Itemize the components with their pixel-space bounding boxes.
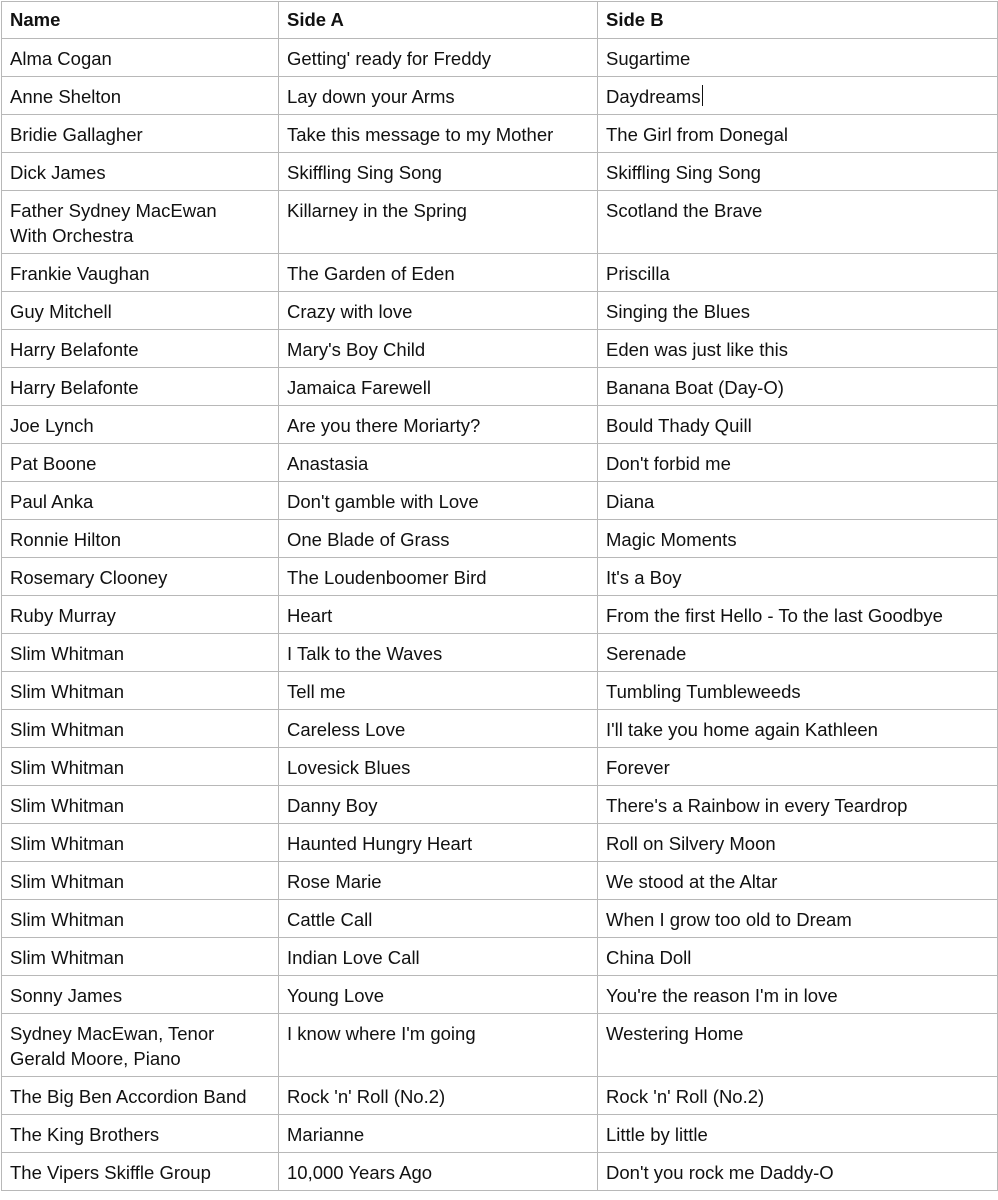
cell-side-a[interactable] [279,406,598,444]
table-row [2,77,998,115]
header-side-b[interactable]: Side B [598,2,998,39]
cell-side-a[interactable] [279,1153,598,1191]
cell-side-b[interactable] [598,672,998,710]
cell-side-a[interactable] [279,976,598,1014]
cell-name-text: Harry Belafonte [10,339,139,360]
cell-side-a[interactable] [279,710,598,748]
cell-side-a-text: Take this message to my Mother [287,124,554,145]
cell-name-text: Slim Whitman [10,871,125,892]
cell-name[interactable] [2,330,279,368]
cell-side-a[interactable] [279,824,598,862]
cell-side-a-text: Haunted Hungry Heart [287,833,473,854]
cell-side-b[interactable] [598,520,998,558]
cell-name[interactable] [2,153,279,191]
header-row [2,2,998,39]
cell-side-a[interactable] [279,900,598,938]
cell-name-text: Sonny James [10,985,123,1006]
cell-name[interactable] [2,748,279,786]
cell-name-text: Slim Whitman [10,719,125,740]
cell-side-a[interactable] [279,938,598,976]
cell-side-b-text: Daydreams [606,86,701,107]
cell-side-a-text: Getting' ready for Freddy [287,48,492,69]
cell-name-text: Anne Shelton [10,86,122,107]
cell-side-a-text: Indian Love Call [287,947,420,968]
cell-side-a[interactable] [279,39,598,77]
table-row [2,862,998,900]
cell-side-a-text: Don't gamble with Love [287,491,479,512]
cell-name-text: The Big Ben Accordion Band [10,1086,247,1107]
cell-name-text: The Vipers Skiffle Group [10,1162,211,1183]
cell-name-text: Alma Cogan [10,48,112,69]
cell-name[interactable] [2,862,279,900]
cell-side-b-text: Singing the Blues [606,301,750,322]
text-cursor [702,85,703,106]
cell-name-text: Pat Boone [10,453,97,474]
cell-side-b[interactable] [598,824,998,862]
cell-side-b[interactable] [598,1153,998,1191]
cell-side-a-text: Lay down your Arms [287,86,455,107]
cell-name[interactable] [2,406,279,444]
cell-side-b-text: Don't forbid me [606,453,731,474]
cell-side-a[interactable] [279,191,598,254]
cell-name[interactable] [2,77,279,115]
cell-side-b-text: Eden was just like this [606,339,789,360]
cell-name-text: Paul Anka [10,491,94,512]
cell-side-b-text: We stood at the Altar [606,871,778,892]
cell-side-b[interactable] [598,292,998,330]
cell-side-b[interactable] [598,748,998,786]
cell-side-b-text: Magic Moments [606,529,737,550]
cell-name[interactable] [2,938,279,976]
cell-side-a-text: Lovesick Blues [287,757,411,778]
cell-name-text: Bridie Gallagher [10,124,143,145]
cell-side-b[interactable] [598,368,998,406]
cell-side-b-text: The Girl from Donegal [606,124,788,145]
table-row [2,900,998,938]
table-row [2,292,998,330]
cell-side-b[interactable] [598,1014,998,1077]
cell-side-b-text: Diana [606,491,655,512]
table-row [2,976,998,1014]
cell-name[interactable] [2,900,279,938]
cell-name[interactable] [2,596,279,634]
cell-name-line: With Orchestra [10,225,134,246]
cell-side-b-text: Tumbling Tumbleweeds [606,681,801,702]
cell-side-b[interactable] [598,976,998,1014]
cell-side-b[interactable] [598,596,998,634]
cell-side-b-text: I'll take you home again Kathleen [606,719,878,740]
cell-side-a-text: Skiffling Sing Song [287,162,442,183]
cell-name-line: Sydney MacEwan, Tenor [10,1023,215,1044]
cell-side-b[interactable] [598,1077,998,1115]
cell-side-a[interactable] [279,1014,598,1077]
cell-side-b-text: Skiffling Sing Song [606,162,761,183]
cell-side-a[interactable] [279,786,598,824]
table-row [2,153,998,191]
table-row [2,330,998,368]
cell-side-a[interactable] [279,672,598,710]
cell-name-text: Joe Lynch [10,415,94,436]
table-row [2,596,998,634]
cell-side-a[interactable] [279,444,598,482]
table-row [2,368,998,406]
cell-side-b[interactable] [598,191,998,254]
cell-side-a[interactable] [279,748,598,786]
cell-side-a-text: Rose Marie [287,871,382,892]
cell-name[interactable] [2,115,279,153]
cell-side-b-text: You're the reason I'm in love [606,985,838,1006]
cell-side-a-text: Careless Love [287,719,406,740]
cell-side-b[interactable] [598,862,998,900]
cell-name[interactable] [2,1115,279,1153]
table-row [2,406,998,444]
cell-name-text: The King Brothers [10,1124,160,1145]
cell-side-a[interactable] [279,862,598,900]
cell-side-b[interactable] [598,938,998,976]
cell-name-line: Father Sydney MacEwan [10,200,217,221]
cell-side-a-text: Heart [287,605,333,626]
cell-side-b[interactable] [598,444,998,482]
cell-name[interactable] [2,976,279,1014]
cell-name[interactable] [2,1153,279,1191]
cell-side-b[interactable] [598,786,998,824]
cell-name-text: Dick James [10,162,106,183]
cell-name[interactable] [2,444,279,482]
table-row [2,748,998,786]
cell-side-a-text: Marianne [287,1124,365,1145]
cell-name-text: Frankie Vaughan [10,263,150,284]
cell-side-a-text: Cattle Call [287,909,373,930]
cell-name[interactable] [2,482,279,520]
cell-side-b[interactable] [598,406,998,444]
cell-side-a[interactable] [279,558,598,596]
cell-name[interactable] [2,824,279,862]
cell-side-b[interactable] [598,77,998,115]
cell-side-b-text: Forever [606,757,670,778]
cell-name-text: Guy Mitchell [10,301,112,322]
cell-side-b[interactable] [598,900,998,938]
cell-name[interactable] [2,786,279,824]
table-row [2,672,998,710]
cell-name[interactable] [2,634,279,672]
table-row [2,824,998,862]
cell-name[interactable] [2,558,279,596]
cell-side-a-text: I know where I'm going [287,1023,476,1044]
cell-name-text: Ronnie Hilton [10,529,122,550]
cell-side-b-text: Banana Boat (Day-O) [606,377,784,398]
cell-side-a[interactable] [279,77,598,115]
cell-side-b-text: Sugartime [606,48,691,69]
cell-side-b-text: Priscilla [606,263,670,284]
cell-side-a[interactable] [279,634,598,672]
table-row [2,254,998,292]
cell-name-text: Harry Belafonte [10,377,139,398]
cell-side-a-text: The Garden of Eden [287,263,455,284]
cell-name[interactable] [2,520,279,558]
table-row [2,482,998,520]
cell-side-a-text: Tell me [287,681,346,702]
table-row [2,1077,998,1115]
cell-side-a-text: Mary's Boy Child [287,339,426,360]
cell-side-a[interactable] [279,368,598,406]
cell-side-b-text: Don't you rock me Daddy-O [606,1162,834,1183]
cell-side-a-text: Danny Boy [287,795,378,816]
cell-name-text: Slim Whitman [10,833,125,854]
cell-side-a[interactable] [279,153,598,191]
cell-name-text: Ruby Murray [10,605,116,626]
cell-name[interactable] [2,254,279,292]
table-row [2,444,998,482]
cell-side-b[interactable] [598,254,998,292]
cell-name[interactable] [2,672,279,710]
table-row [2,191,998,254]
cell-side-b-text: Scotland the Brave [606,200,763,221]
cell-name-text: Slim Whitman [10,757,125,778]
table-row [2,115,998,153]
cell-side-b-text: China Doll [606,947,692,968]
cell-side-a[interactable] [279,330,598,368]
cell-side-b-text: It's a Boy [606,567,682,588]
cell-name-text: Slim Whitman [10,795,125,816]
table-row [2,1153,998,1191]
cell-side-b-text: There's a Rainbow in every Teardrop [606,795,908,816]
cell-side-a[interactable] [279,115,598,153]
cell-side-b-text: Bould Thady Quill [606,415,752,436]
cell-side-b[interactable] [598,1115,998,1153]
table-row [2,520,998,558]
cell-side-a-text: Rock 'n' Roll (No.2) [287,1086,446,1107]
table-row [2,786,998,824]
cell-side-b[interactable] [598,634,998,672]
cell-side-b[interactable] [598,153,998,191]
cell-side-b-text: Serenade [606,643,687,664]
cell-name-text: Slim Whitman [10,643,125,664]
cell-side-a-text: I Talk to the Waves [287,643,443,664]
table-row [2,710,998,748]
table-row [2,558,998,596]
cell-side-b-text: When I grow too old to Dream [606,909,852,930]
cell-name-text: Slim Whitman [10,909,125,930]
cell-side-a-text: The Loudenboomer Bird [287,567,487,588]
cell-side-a[interactable] [279,1077,598,1115]
cell-side-b[interactable] [598,39,998,77]
cell-side-b[interactable] [598,330,998,368]
cell-name-text: Rosemary Clooney [10,567,168,588]
cell-side-b-text: Little by little [606,1124,708,1145]
cell-side-a[interactable] [279,482,598,520]
cell-name[interactable] [2,292,279,330]
cell-side-a-text: Killarney in the Spring [287,200,467,221]
table-row [2,1014,998,1077]
cell-name[interactable] [2,39,279,77]
cell-side-b-text: From the first Hello - To the last Goodbye [606,605,943,626]
cell-side-a-text: 10,000 Years Ago [287,1162,433,1183]
header-side-a[interactable]: Side A [279,2,598,39]
table-body [2,39,998,1191]
records-table [1,1,998,1191]
header-name[interactable]: Name [2,2,279,39]
cell-side-b[interactable] [598,115,998,153]
cell-side-b[interactable] [598,710,998,748]
cell-name[interactable] [2,368,279,406]
cell-side-a[interactable] [279,292,598,330]
table-row [2,1115,998,1153]
cell-name-text: Slim Whitman [10,947,125,968]
cell-side-a[interactable] [279,596,598,634]
cell-side-a-text: Crazy with love [287,301,413,322]
cell-name[interactable] [2,1077,279,1115]
cell-side-b-text: Roll on Silvery Moon [606,833,776,854]
cell-side-a-text: Anastasia [287,453,369,474]
cell-name-text: Slim Whitman [10,681,125,702]
cell-side-b[interactable] [598,482,998,520]
cell-side-a[interactable] [279,254,598,292]
table-row [2,39,998,77]
table-row [2,938,998,976]
cell-name[interactable] [2,710,279,748]
cell-name[interactable] [2,1014,279,1077]
cell-side-b[interactable] [598,558,998,596]
cell-side-b-text: Rock 'n' Roll (No.2) [606,1086,765,1107]
cell-side-a[interactable] [279,520,598,558]
cell-name[interactable] [2,191,279,254]
cell-side-a-text: Are you there Moriarty? [287,415,481,436]
cell-side-a[interactable] [279,1115,598,1153]
cell-side-a-text: Young Love [287,985,385,1006]
table-row [2,634,998,672]
cell-side-a-text: Jamaica Farewell [287,377,431,398]
cell-side-b-text: Westering Home [606,1023,744,1044]
cell-name-line: Gerald Moore, Piano [10,1048,181,1069]
cell-side-a-text: One Blade of Grass [287,529,450,550]
